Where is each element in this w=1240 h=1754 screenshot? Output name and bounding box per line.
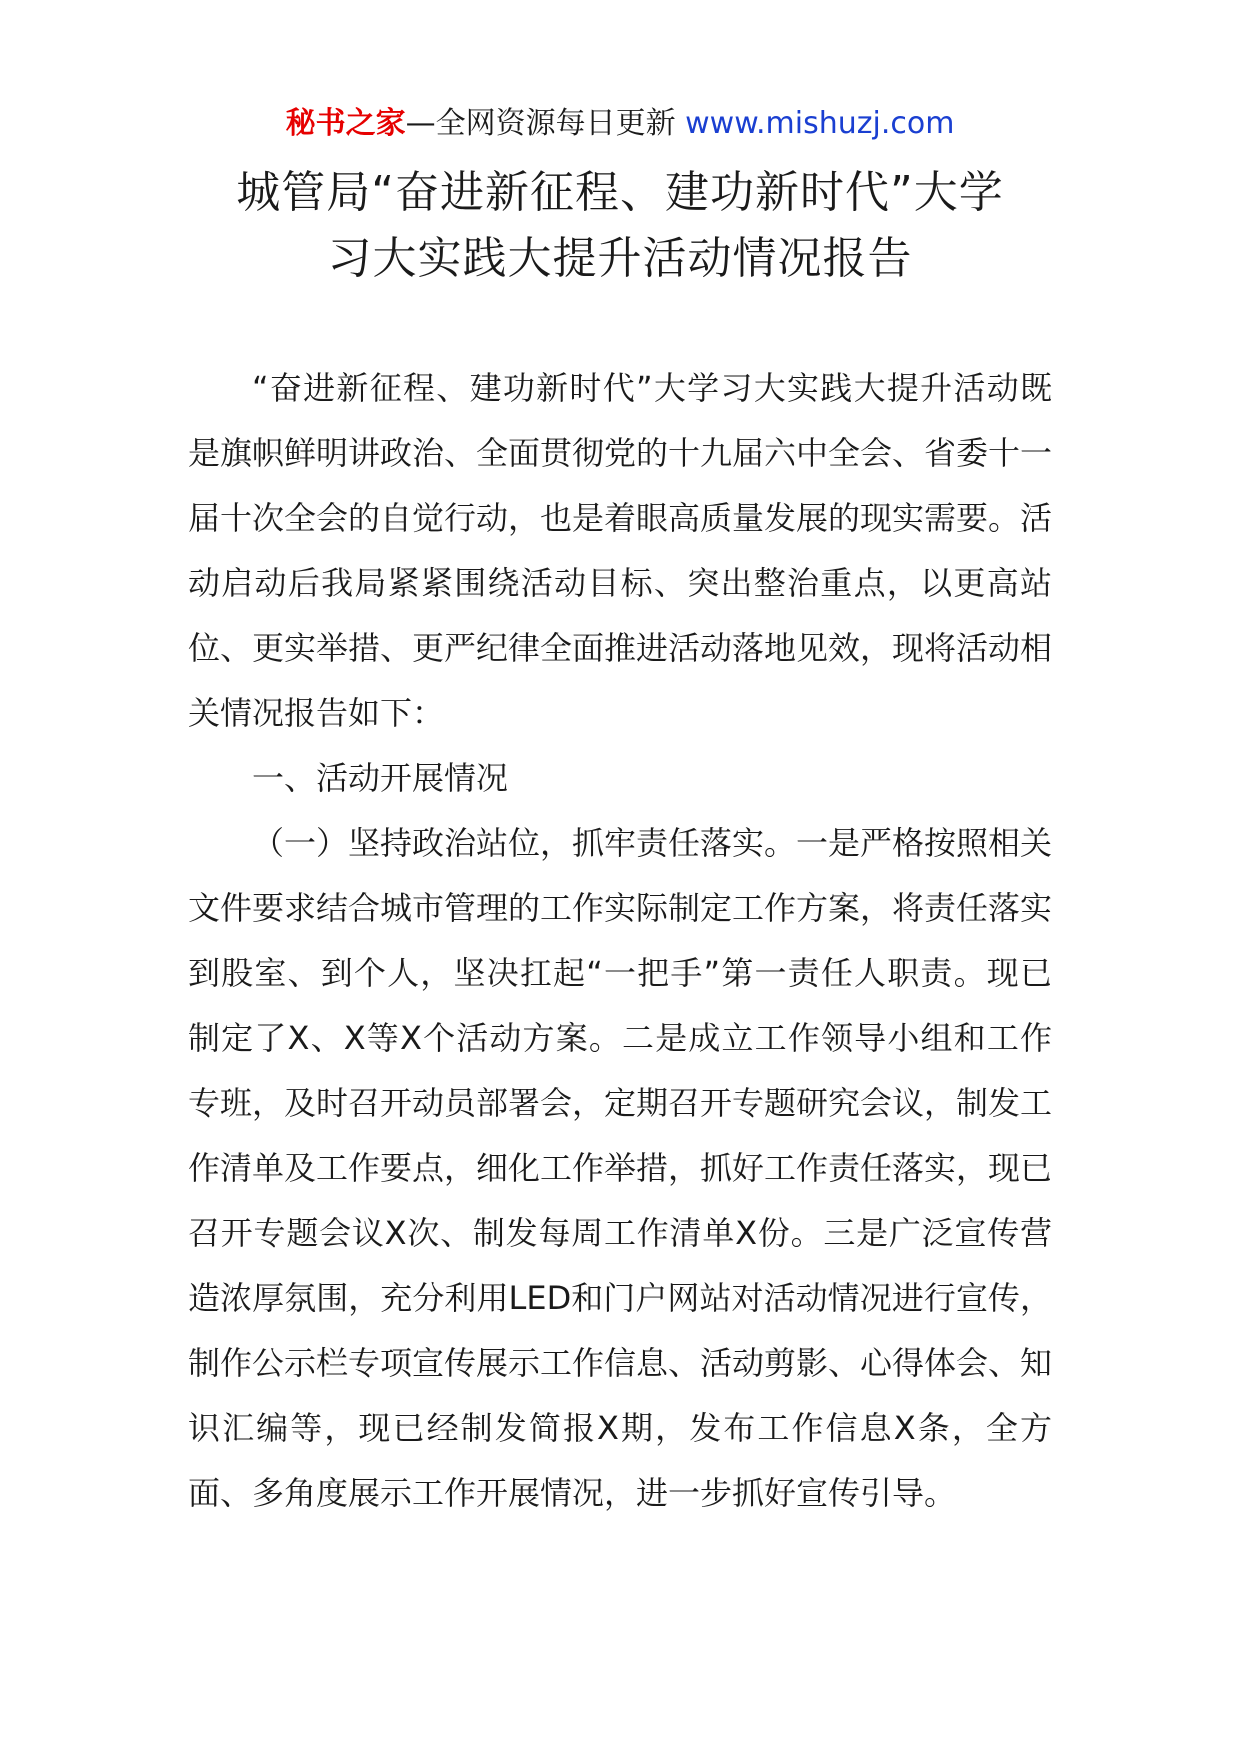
website-link[interactable]: www.mishuzj.com [685,106,955,141]
intro-paragraph: “奋进新征程、建功新时代”大学习大实践大提升活动既是旗帜鲜明讲政治、全面贯彻党的十九届六中全会、省委十一届十次全会的自觉行动，也是着眼高质量发展的现实需要。活动启动后我局紧紧围绕活动目标、突出整治重点，以更高站位、更实举措、更严纪律全面推进活动落地见效，现将活动相关情况报告如下： [188,369,1053,732]
section-heading: 一、活动开展情况 [252,759,509,797]
document-title [150,160,1090,292]
brand-name: 秘书之家 [285,106,406,141]
header-banner [0,100,1240,148]
banner-slogan: —全网资源每日更新 [405,106,686,141]
document-body [188,356,1052,1526]
title-line-2: 习大实践大提升活动情况报告 [327,233,913,284]
body-paragraph: （一）坚持政治站位，抓牢责任落实。一是严格按照相关文件要求结合城市管理的工作实际制定工作方案，将责任落实到股室、到个人，坚决扛起“一把手”第一责任人职责。现已制定了X、X等X个活动方案。二是成立工作领导小组和工作专班，及时召开动员部署会，定期召开专题研究会议，制发工作清单及工作要点，细化工作举措，抓好工作责任落实，现已召开专题会议X次、制发每周工作清单X份。三是广泛宣传营造浓厚氛围，充分利用LED和门户网站对活动情况进行宣传，制作公示栏专项宣传展示工作信息、活动剪影、心得体会、知识汇编等，现已经制发简报X期，发布工作信息X条，全方面、多角度展示工作开展情况，进一步抓好宣传引导。 [188,824,1053,1512]
title-line-1: 城管局“奋进新征程、建功新时代”大学 [236,167,1004,218]
